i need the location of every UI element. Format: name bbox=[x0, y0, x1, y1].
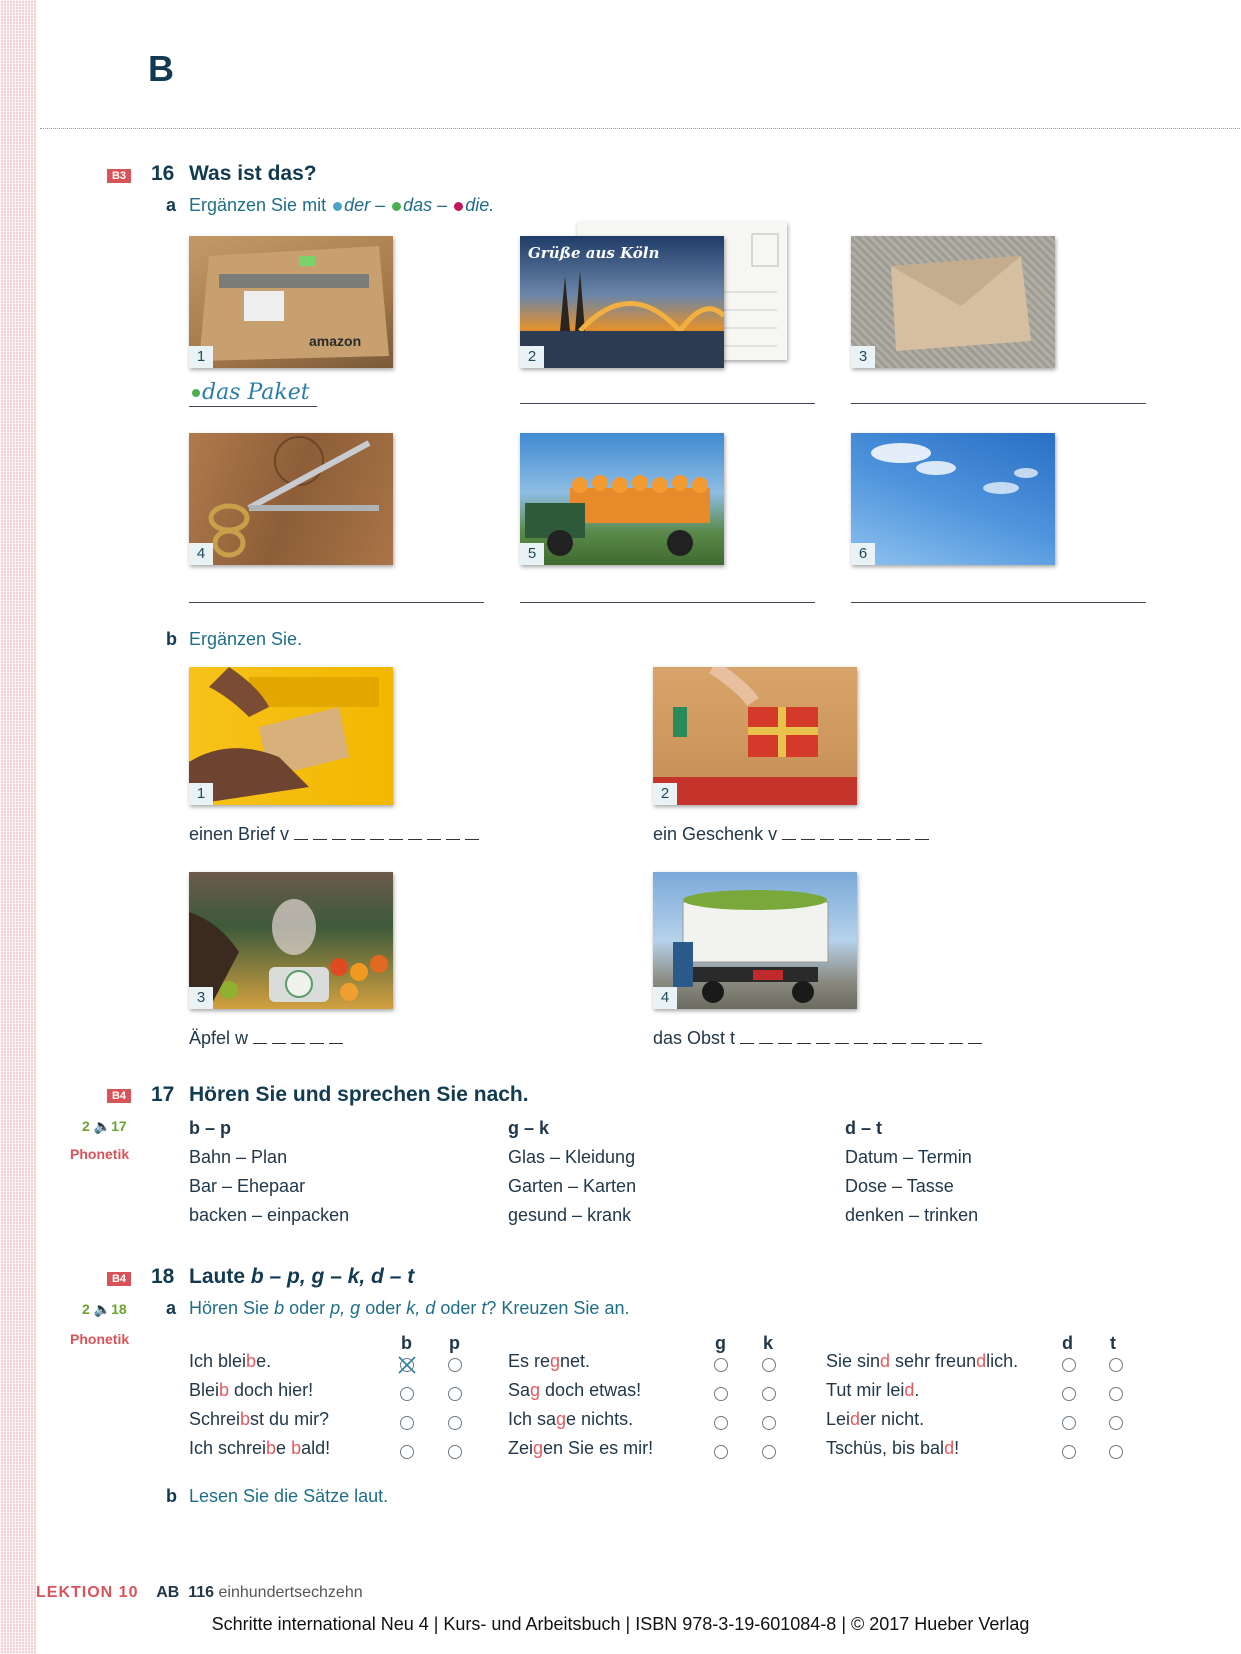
letter-gap[interactable] bbox=[389, 825, 403, 840]
letter-gap[interactable] bbox=[835, 1029, 849, 1044]
ex17-col-2-row: gesund – krank bbox=[508, 1205, 632, 1225]
ex18-sentence: Schreibst du mir? bbox=[189, 1409, 330, 1429]
ex18-audio-track[interactable]: 2 🔈18 bbox=[82, 1301, 127, 1317]
letter-gap[interactable] bbox=[272, 1029, 286, 1044]
answer-radio[interactable] bbox=[762, 1358, 776, 1372]
letter-gap[interactable] bbox=[816, 1029, 830, 1044]
letter-gap[interactable] bbox=[465, 825, 479, 840]
exercise-17-title: Hören Sie und sprechen Sie nach. bbox=[189, 1083, 529, 1106]
answer-radio[interactable] bbox=[1109, 1358, 1123, 1372]
photo-letter-mailbox bbox=[189, 667, 393, 805]
speaker-icon: 🔈 bbox=[93, 1118, 112, 1134]
exercise-18-number: 18 bbox=[151, 1265, 175, 1288]
ex18a-letter: a bbox=[166, 1298, 177, 1318]
page-word: einhundertsechzehn bbox=[218, 1584, 363, 1601]
letter-gap[interactable] bbox=[797, 1029, 811, 1044]
letter-gaps[interactable] bbox=[248, 1028, 343, 1048]
answer-radio[interactable] bbox=[1109, 1416, 1123, 1430]
ex17-col-2-head: g – k bbox=[508, 1118, 550, 1138]
head-b: b bbox=[401, 1333, 412, 1353]
das-dot-icon bbox=[392, 202, 401, 211]
ex17-col-3-head: d – t bbox=[845, 1118, 883, 1138]
der-dot-icon bbox=[333, 202, 342, 211]
ex18b-letter: b bbox=[166, 1486, 177, 1506]
ex17-col-1-head: b – p bbox=[189, 1118, 232, 1138]
ex18-phonetik-label: Phonetik bbox=[70, 1331, 130, 1347]
letter-gap[interactable] bbox=[253, 1029, 267, 1044]
exercise-16-number: 16 bbox=[151, 162, 175, 185]
page-number: 116 bbox=[188, 1584, 215, 1601]
ex17-audio-track[interactable]: 2 🔈17 bbox=[82, 1118, 127, 1134]
letter-gap[interactable] bbox=[759, 1029, 773, 1044]
photo-cardboard-box bbox=[189, 236, 393, 368]
exercise-16-badge: B3 bbox=[107, 169, 131, 183]
letter-gap[interactable] bbox=[427, 825, 441, 840]
answer-radio[interactable] bbox=[714, 1387, 728, 1401]
ex17-col-1-row: Bar – Ehepaar bbox=[189, 1176, 306, 1196]
ex16b-item-2: ein Geschenk v bbox=[653, 824, 929, 845]
ex18-sentence: Leider nicht. bbox=[826, 1409, 925, 1429]
ex17-col-3-row: Datum – Termin bbox=[845, 1147, 972, 1167]
answer-radio[interactable] bbox=[762, 1445, 776, 1459]
letter-gap[interactable] bbox=[915, 825, 929, 840]
answer-radio-checked[interactable] bbox=[400, 1358, 414, 1372]
ex18-sentence: Sie sind sehr freundlich. bbox=[826, 1351, 1019, 1371]
head-p: p bbox=[449, 1333, 460, 1353]
ex16b-instruction: Ergänzen Sie. bbox=[189, 629, 303, 649]
ex17-col-1-row: Bahn – Plan bbox=[189, 1147, 288, 1167]
ex18a-instruction: Hören Sie b oder p, g oder k, d oder t? Kreuzen Sie an. bbox=[189, 1298, 630, 1318]
letter-gap[interactable] bbox=[896, 825, 910, 840]
answer-radio[interactable] bbox=[762, 1416, 776, 1430]
letter-gap[interactable] bbox=[820, 825, 834, 840]
cross-mark-icon bbox=[396, 1354, 418, 1376]
photo-number: 4 bbox=[189, 543, 213, 565]
letter-gap[interactable] bbox=[782, 825, 796, 840]
ex17-col-3-row: denken – trinken bbox=[845, 1205, 979, 1225]
photo-wrapping-gift bbox=[653, 667, 857, 805]
ex16a-letter: a bbox=[166, 195, 177, 215]
page-footer bbox=[36, 1584, 363, 1602]
answer-radio[interactable] bbox=[400, 1445, 414, 1459]
answer-line-6[interactable] bbox=[851, 602, 1146, 603]
answer-radio[interactable] bbox=[762, 1387, 776, 1401]
ex16a-instruction: Ergänzen Sie mit der – das – die. bbox=[189, 195, 495, 215]
ab-label: AB bbox=[156, 1584, 180, 1601]
die-dot-icon bbox=[454, 202, 463, 211]
section-letter: B bbox=[148, 48, 174, 89]
letter-gap[interactable] bbox=[313, 825, 327, 840]
ex16b-letter: b bbox=[166, 629, 177, 649]
photo-number: 4 bbox=[653, 987, 677, 1009]
ex18-sentence: Tschüs, bis bald! bbox=[826, 1438, 960, 1458]
answer-line-3[interactable] bbox=[851, 403, 1146, 404]
letter-gap[interactable] bbox=[291, 1029, 305, 1044]
ex17-col-2-row: Glas – Kleidung bbox=[508, 1147, 636, 1167]
answer-radio[interactable] bbox=[400, 1387, 414, 1401]
photo-sky bbox=[851, 433, 1055, 565]
exercise-16-title: Was ist das? bbox=[189, 162, 317, 185]
photo-envelope bbox=[851, 236, 1055, 368]
photo-postcard-cologne bbox=[520, 236, 724, 368]
letter-gap[interactable] bbox=[930, 1029, 944, 1044]
publisher-credit: Schritte international Neu 4 | Kurs- und Arbeitsbuch | ISBN 978-3-19-601084-8 | © 2017 Hueber Verlag bbox=[211, 1614, 1030, 1634]
photo-weighing-apples bbox=[189, 872, 393, 1009]
page-edge-pattern bbox=[0, 0, 36, 1654]
photo-scissors bbox=[189, 433, 393, 565]
letter-gap[interactable] bbox=[877, 825, 891, 840]
letter-gap[interactable] bbox=[968, 1029, 982, 1044]
exercise-17-number: 17 bbox=[151, 1083, 175, 1106]
letter-gap[interactable] bbox=[351, 825, 365, 840]
letter-gap[interactable] bbox=[873, 1029, 887, 1044]
ex16b-item-1: einen Brief v bbox=[189, 824, 479, 845]
answer-radio[interactable] bbox=[1062, 1416, 1076, 1430]
ex18-sentence: Ich bleibe. bbox=[189, 1351, 272, 1371]
answer-line-2[interactable] bbox=[520, 403, 815, 404]
answer-line-4[interactable] bbox=[189, 602, 484, 603]
photo-number: 2 bbox=[653, 783, 677, 805]
answer-radio[interactable] bbox=[448, 1416, 462, 1430]
letter-gap[interactable] bbox=[329, 1029, 343, 1044]
postcard-caption: Grüße aus Köln bbox=[528, 244, 660, 262]
ex18-sentence: Tut mir leid. bbox=[826, 1380, 920, 1400]
photo-number: 3 bbox=[851, 346, 875, 368]
letter-gap[interactable] bbox=[801, 825, 815, 840]
answer-radio[interactable] bbox=[1062, 1387, 1076, 1401]
lektion-label: LEKTION 10 bbox=[36, 1584, 139, 1601]
letter-gap[interactable] bbox=[740, 1029, 754, 1044]
answer-line-5[interactable] bbox=[520, 602, 815, 603]
letter-gap[interactable] bbox=[446, 825, 460, 840]
letter-gap[interactable] bbox=[858, 825, 872, 840]
photo-number: 1 bbox=[189, 783, 213, 805]
letter-gap[interactable] bbox=[854, 1029, 868, 1044]
example-answer: das Paket bbox=[190, 380, 310, 405]
answer-radio[interactable] bbox=[448, 1358, 462, 1372]
exercise-18-badge: B4 bbox=[107, 1272, 131, 1286]
ex18-sentence: Zeigen Sie es mir! bbox=[508, 1438, 654, 1458]
letter-gaps[interactable] bbox=[735, 1028, 982, 1048]
speaker-icon: 🔈 bbox=[93, 1301, 112, 1317]
letter-gap[interactable] bbox=[370, 825, 384, 840]
ex18b-instruction: Lesen Sie die Sätze laut. bbox=[189, 1486, 389, 1506]
answer-radio[interactable] bbox=[1109, 1445, 1123, 1459]
letter-gap[interactable] bbox=[332, 825, 346, 840]
ex18-sentence: Sag doch etwas! bbox=[508, 1380, 642, 1400]
answer-radio[interactable] bbox=[400, 1416, 414, 1430]
head-g: g bbox=[715, 1333, 726, 1353]
letter-gap[interactable] bbox=[294, 825, 308, 840]
head-k: k bbox=[763, 1333, 774, 1353]
letter-gap[interactable] bbox=[911, 1029, 925, 1044]
photo-number: 3 bbox=[189, 987, 213, 1009]
answer-radio[interactable] bbox=[448, 1387, 462, 1401]
answer-line-1[interactable] bbox=[189, 406, 317, 407]
letter-gaps[interactable] bbox=[777, 824, 929, 844]
letter-gap[interactable] bbox=[892, 1029, 906, 1044]
head-d: d bbox=[1062, 1333, 1073, 1353]
letter-gap[interactable] bbox=[778, 1029, 792, 1044]
answer-radio[interactable] bbox=[714, 1416, 728, 1430]
ex18-sentence: Ich sage nichts. bbox=[508, 1409, 634, 1429]
ex18-sentence: Ich schreibe bald! bbox=[189, 1438, 331, 1458]
photo-number: 1 bbox=[189, 346, 213, 368]
photo-fruit-truck bbox=[653, 872, 857, 1009]
head-t: t bbox=[1110, 1333, 1116, 1353]
section-divider bbox=[40, 128, 1240, 129]
answer-radio[interactable] bbox=[448, 1445, 462, 1459]
ex18-sentence: Es regnet. bbox=[508, 1351, 591, 1371]
ex17-col-3-row: Dose – Tasse bbox=[845, 1176, 954, 1196]
letter-gap[interactable] bbox=[839, 825, 853, 840]
photo-number: 6 bbox=[851, 543, 875, 565]
ex17-col-1-row: backen – einpacken bbox=[189, 1205, 350, 1225]
answer-radio[interactable] bbox=[714, 1358, 728, 1372]
photo-pumpkin-truck bbox=[520, 433, 724, 565]
exercise-18-title: Laute b – p, g – k, d – t bbox=[189, 1265, 415, 1288]
photo-number: 2 bbox=[520, 346, 544, 368]
ex16b-item-4: das Obst t bbox=[653, 1028, 982, 1049]
answer-radio[interactable] bbox=[714, 1445, 728, 1459]
ex17-phonetik-label: Phonetik bbox=[70, 1146, 130, 1162]
letter-gaps[interactable] bbox=[289, 824, 479, 844]
box-label-text: amazon bbox=[309, 333, 362, 349]
ex18-sentence: Bleib doch hier! bbox=[189, 1380, 314, 1400]
answer-radio[interactable] bbox=[1109, 1387, 1123, 1401]
letter-gap[interactable] bbox=[310, 1029, 324, 1044]
answer-radio[interactable] bbox=[1062, 1358, 1076, 1372]
ex17-col-2-row: Garten – Karten bbox=[508, 1176, 637, 1196]
photo-number: 5 bbox=[520, 543, 544, 565]
letter-gap[interactable] bbox=[408, 825, 422, 840]
answer-radio[interactable] bbox=[1062, 1445, 1076, 1459]
exercise-17-badge: B4 bbox=[107, 1089, 131, 1103]
letter-gap[interactable] bbox=[949, 1029, 963, 1044]
das-dot-icon bbox=[192, 389, 200, 397]
ex16b-item-3: Äpfel w bbox=[189, 1028, 343, 1049]
